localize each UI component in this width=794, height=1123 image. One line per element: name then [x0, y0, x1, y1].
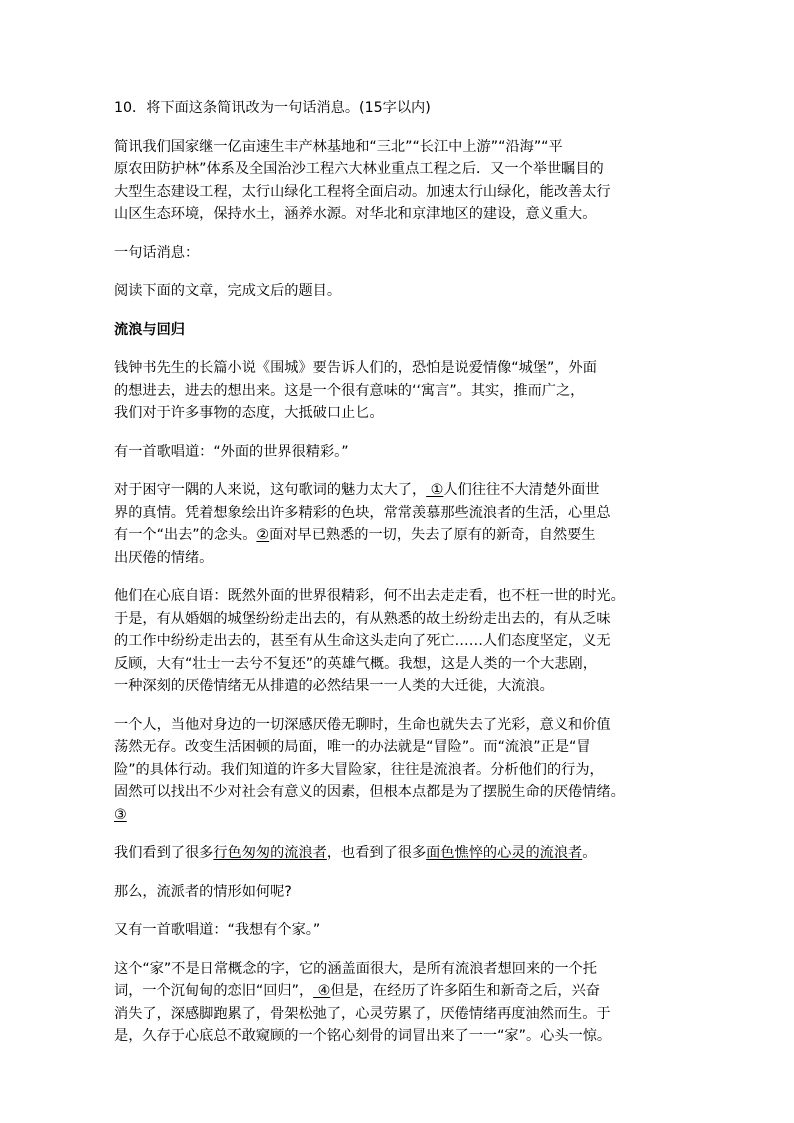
text-line: 于是，有从婚姻的城堡纷纷走出去的，有从熟悉的故土纷纷走出去的，有从乏味	[114, 610, 611, 627]
blank-marker-1: ①	[426, 482, 444, 498]
text-run: 面对早已熟悉的一切，失去了原有的新奇，自然要生	[269, 527, 596, 543]
text-line: 钱钟书先生的长篇小说《围城》要告诉人们的，恐怕是说爱情像“城堡”，外面	[114, 360, 597, 376]
text-run: 。	[582, 845, 597, 861]
text-line: 这个“家”不是日常概念的字，它的涵盖面很大，是所有流浪者想回来的一个托	[114, 960, 597, 977]
text-line: 我们对于许多事物的态度，大抵破口止匕。	[114, 405, 384, 421]
text-run: 有一个“出去”的念头。	[114, 527, 257, 543]
article-paragraph-8: 又有一首歌唱道：“我想有个家。”	[114, 922, 321, 938]
article-title: 流浪与回归	[114, 321, 185, 338]
question-header: 10．将下面这条简讯改为一句话消息。(15字以内)	[114, 100, 431, 116]
text-line: 荡然无存。改变生活困顿的局面，唯一的办法就是“冒险”。而“流浪”正是“冒	[114, 739, 591, 755]
news-paragraph	[114, 136, 684, 226]
underlined-phrase-1: 行色匆匆的流浪者	[213, 845, 327, 861]
text-line: 一个人，当他对身边的一切深感厌倦无聊时，生命也就失去了光彩，意义和价值	[114, 716, 611, 733]
text-line: 消失了，深感脚跑累了，骨架松弛了，心灵劳累了，厌倦情绪再度油然而生。于	[114, 1005, 611, 1022]
text-line: 山区生态环境，保持水土，涵养水源。对华北和京津地区的建设，意义重大。	[114, 206, 597, 222]
text-line: 原农田防护林”体系及全国治沙工程六大林业重点工程之后．又一个举世瞩目的	[114, 161, 604, 177]
text-line: 一种深刻的厌倦情绪无从排遣的必然结果一一人类的大迁徙，大流浪。	[114, 678, 554, 694]
text-line: 界的真情。凭着想象绘出许多精彩的色块，常常羡慕那些流浪者的生活，心里总	[114, 504, 611, 521]
text-line: 固然可以找出不少对社会有意义的因素，但根本点都是为了摆脱生命的厌倦情绪。	[114, 784, 625, 800]
text-line	[114, 479, 684, 502]
text-line: 险”的具体行动。我们知道的许多大冒险家，往往是流浪者。分析他们的行为，	[114, 761, 604, 778]
text-run: 人们往往不大清楚外面世	[443, 482, 600, 498]
text-line: 是，久存于心底总不敢窥顾的一个铭心刻骨的词冒出来了一一“家”。心头一惊。	[114, 1028, 612, 1044]
text-run: 词，一个沉甸甸的恋旧“回归”，	[114, 983, 314, 999]
blank-marker-4: ④	[313, 983, 331, 999]
text-line	[114, 804, 684, 827]
text-line	[114, 524, 684, 547]
blank-marker-3: ③	[114, 806, 127, 823]
text-run: 但是，在经历了许多陌生和新奇之后，兴奋	[330, 983, 600, 999]
article-paragraph-2: 有一首歌唱道：“外面的世界很精彩。”	[114, 443, 349, 460]
underlined-phrase-2: 面色憔悴的心灵的流浪者	[426, 845, 583, 861]
text-run: 我们看到了很多	[114, 845, 214, 861]
article-paragraph-9	[114, 958, 684, 1048]
article-paragraph-3	[114, 479, 684, 569]
article-paragraph-6	[114, 842, 684, 865]
text-line: 他们在心底自语：既然外面的世界很精彩，何不出去走走看，也不枉一世的时光。	[114, 588, 625, 604]
text-line: 简讯我们国家继一亿亩速生丰产林基地和“三北”“长江中上游”“沿海”“平	[114, 138, 563, 155]
blank-marker-2: ②	[256, 527, 270, 543]
article-paragraph-7: 那么，流派者的情形如何呢?	[114, 883, 292, 900]
text-line: 的工作中纷纷走出去的，甚至有从生命这头走向了死亡……人们态度坚定，义无	[114, 633, 611, 649]
text-run: ，也看到了很多	[326, 845, 427, 861]
article-paragraph-4	[114, 585, 684, 698]
document-page	[114, 97, 684, 1048]
text-line: 反顾，大有“壮士一去兮不复还”的英雄气概。我想，这是人类的一个大悲剧，	[114, 655, 597, 672]
article-paragraph-5	[114, 714, 684, 827]
text-line: 大型生态建设工程，太行山绿化工程将全面启动。加速太行山绿化，能改善太行	[114, 183, 611, 200]
article-paragraph-1	[114, 357, 684, 425]
text-line: 出厌倦的情绪。	[114, 549, 214, 566]
text-line: 的想进去，进去的想出来。这是一个很有意味的‘‘寓言”。其实，推而广之，	[114, 382, 585, 399]
answer-label: 一句话消息：	[114, 244, 200, 261]
text-line	[114, 980, 684, 1003]
text-run: 对于困守一隅的人来说，这句歌词的魅力太大了，	[114, 482, 427, 498]
reading-instruction: 阅读下面的文章，完成文后的题目。	[114, 283, 342, 299]
